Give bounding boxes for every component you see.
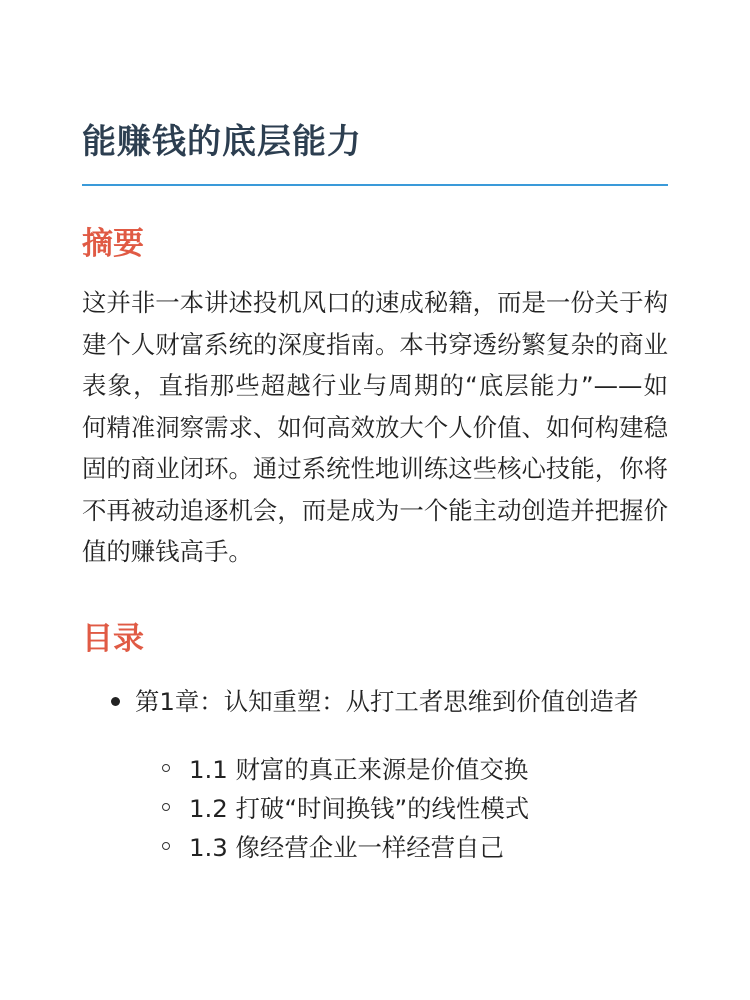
table-of-contents [82,683,668,867]
abstract-heading: 摘要 [82,226,144,262]
bullet-circle-icon [162,803,170,811]
toc-chapter-1-sections [135,750,668,867]
toc-chapter-label: 第1章：认知重塑：从打工者思维到价值创造者 [135,686,639,716]
abstract-text: 这并非一本讲述投机风口的速成秘籍，而是一份关于构建个人财富系统的深度指南。本书穿透纷繁复杂的商业表象，直指那些超越行业与周期的“底层能力”——如何精准洞察需求、如何高效放大个人价值、如何构建稳固的商业闭环。通过系统性地训练这些核心技能，你将不再被动追逐机会，而是成为一个能主动创造并把握价值的赚钱高手。 [82,288,668,566]
bullet-disc-icon [111,697,120,706]
document-title: 能赚钱的底层能力 [82,122,362,162]
toc-heading: 目录 [82,620,144,657]
bullet-circle-icon [162,764,170,772]
toc-section-1-2[interactable] [135,789,668,828]
toc-section-1-1[interactable] [135,750,668,789]
title-divider [82,184,668,186]
bullet-circle-icon [162,842,170,850]
toc-chapter-1[interactable] [82,683,668,867]
toc-section-1-3[interactable] [135,828,668,867]
toc-section-label: 1.3 像经营企业一样经营自己 [189,832,504,862]
toc-section-label: 1.2 打破“时间换钱”的线性模式 [189,793,530,823]
toc-section-label: 1.1 财富的真正来源是价值交换 [189,754,529,784]
